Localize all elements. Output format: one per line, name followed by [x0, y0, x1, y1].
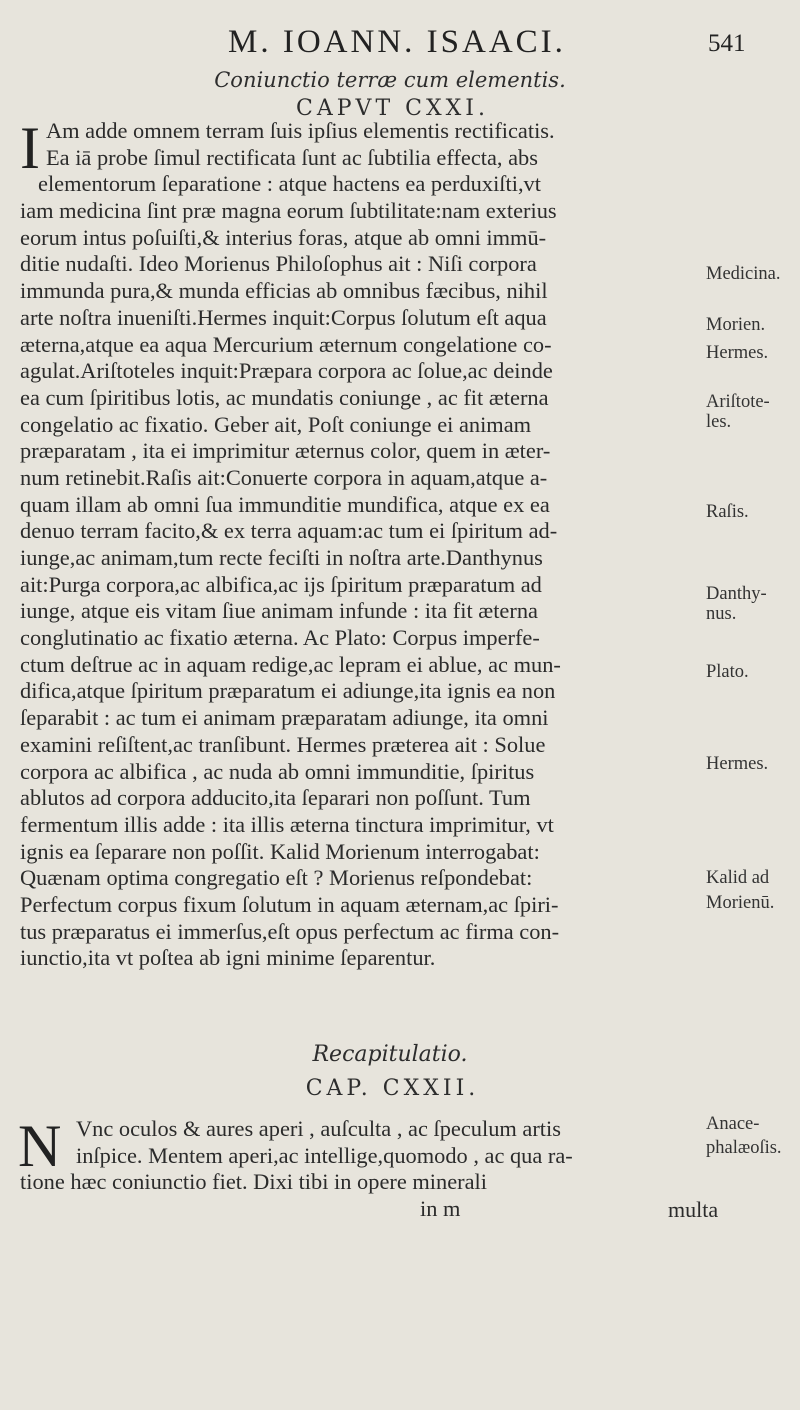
- text-line: Am adde omnem terram ſuis ipſius elementis rectificatis.: [46, 118, 555, 143]
- chapter-heading-122: CAP. CXXII.: [305, 1076, 480, 1101]
- text-line: ablutos ad corpora adducito,ita ſeparari non poſſunt. Tum: [20, 785, 531, 811]
- text-line: ſeparabit : ac tum ei animam præparatam adiunge, ita omni: [20, 705, 549, 731]
- text-line: difica,atque ſpiritum præparatum ei adiunge,ita ignis ea non: [20, 678, 556, 704]
- text-line: immunda pura,& munda efficias ab omnibus fæcibus, nihil: [20, 278, 548, 304]
- text-line: num retinebit.Raſis ait:Conuerte corpora in aquam,atque a-: [20, 464, 548, 490]
- margin-note-anace: Anace-: [706, 1114, 760, 1134]
- margin-note-phalaeosis: phalæoſis.: [706, 1138, 782, 1158]
- text-line: quam illam ab omni ſua immunditie mundifica, atque ex ea: [20, 491, 550, 517]
- margin-note-aristoteles-cont: les.: [706, 412, 732, 432]
- text-line: examini reſiſtent,ac tranſibunt. Hermes præterea ait : Solue: [20, 731, 546, 757]
- text-line: præparatam , ita ei imprimitur æternus color, quem in æter-: [20, 438, 551, 464]
- text-line: congelatio ac fixatio. Geber ait, Poſt coniunge ei animam: [20, 411, 532, 437]
- margin-note-medicina: Medicina.: [706, 264, 781, 284]
- chapter-heading-121: CAPVT CXXI.: [296, 96, 489, 121]
- drop-cap-2: N: [18, 1113, 62, 1179]
- text-line: corpora ac albifica , ac nuda ab omni immunditie, ſpiritus: [20, 758, 535, 784]
- text-line: iam medicina ſint præ magna eorum ſubtilitate:nam exterius: [20, 198, 557, 224]
- text-line: tus præparatus ei immerſus,eſt opus perfectum ac firma con-: [20, 918, 560, 944]
- margin-note-morien: Morien.: [706, 315, 766, 335]
- text-line: conglutinatio ac fixatio æterna. Ac Plato: Corpus imperfe-: [20, 625, 540, 651]
- margin-note-hermes-2: Hermes.: [706, 754, 769, 774]
- page-number: 541: [708, 30, 746, 57]
- text-line: iunge,ac animam,tum recte feciſti in noſtra arte.Danthynus: [20, 545, 543, 570]
- text-line: ctum deſtrue ac in aquam redige,ac lepram ei ablue, ac mun-: [20, 651, 561, 677]
- text-line: tione hæc coniunctio fiet. Dixi tibi in opere minerali: [20, 1169, 487, 1195]
- margin-note-kalid: Kalid ad: [706, 868, 770, 888]
- text-line: ignis ea ſeparare non poſſit. Kalid Morienum interrogabat:: [20, 838, 540, 864]
- text-line: Perfectum corpus fixum ſolutum in aquam æternam,ac ſpiri-: [20, 891, 559, 917]
- text-line: elementorum ſeparatione : atque hactens ea perduxiſti,vt: [38, 171, 541, 197]
- text-line: fermentum illis adde : ita illis æterna tinctura imprimitur, vt: [20, 811, 554, 837]
- text-line: iunge, atque eis vitam ſiue animam infunde : ita fit æterna: [20, 598, 538, 624]
- margin-note-aristoteles: Ariſtote-: [706, 392, 770, 412]
- catchword: multa: [668, 1197, 719, 1222]
- chapter-122-text: [18, 1113, 702, 1223]
- text-line: ait:Purga corpora,ac albifica,ac ijs ſpiritum præparatum ad: [20, 571, 542, 597]
- drop-cap-1: I: [20, 115, 40, 181]
- text-line: eorum intus poſuiſti,& interius foras, atque ab omni immū-: [20, 224, 547, 250]
- chapter-121-text: [20, 115, 702, 972]
- text-line: æterna,atque ea aqua Mercurium æternum congelatione co-: [20, 331, 552, 357]
- text-line: Quænam optima congregatio eſt ? Morienus reſpondebat:: [20, 865, 533, 891]
- text-line: ditie nudaſti. Ideo Morienus Philoſophus ait : Niſi corpora: [20, 251, 537, 277]
- text-line: in m: [420, 1196, 461, 1222]
- margin-note-rasis: Raſis.: [706, 502, 749, 522]
- text-line: denuo terram facito,& ex terra aquam:ac tum ei ſpiritum ad-: [20, 518, 558, 544]
- text-line: ea cum ſpiritibus lotis, ac mundatis coniunge , ac fit æterna: [20, 384, 549, 410]
- section-subtitle: Coniunctio terræ cum elementis.: [214, 68, 566, 92]
- text-line: inſpice. Mentem aperi,ac intellige,quomodo , ac qua ra-: [76, 1142, 573, 1168]
- running-head: [0, 24, 800, 64]
- margin-note-hermes: Hermes.: [706, 343, 769, 363]
- margin-note-morienus: Morienū.: [706, 893, 775, 913]
- recapitulation-title: Recapitulatio.: [312, 1042, 468, 1067]
- text-line: Ea iā probe ſimul rectificata ſunt ac ſubtilia effecta, abs: [46, 144, 538, 170]
- margin-note-danthynus: Danthy-: [706, 584, 767, 604]
- text-line: Vnc oculos & aures aperi , auſculta , ac ſpeculum artis: [76, 1116, 561, 1141]
- margin-note-danthynus-cont: nus.: [706, 604, 737, 624]
- text-line: iunctio,ita vt poſtea ab igni minime ſeparentur.: [20, 945, 436, 971]
- margin-note-plato: Plato.: [706, 662, 749, 682]
- text-line: arte noſtra inueniſti.Hermes inquit:Corpus ſolutum eſt aqua: [20, 304, 547, 330]
- running-head-title: M. IOANN. ISAACI.: [228, 24, 566, 60]
- text-line: agulat.Ariſtoteles inquit:Præpara corpora ac ſolue,ac deinde: [20, 358, 553, 384]
